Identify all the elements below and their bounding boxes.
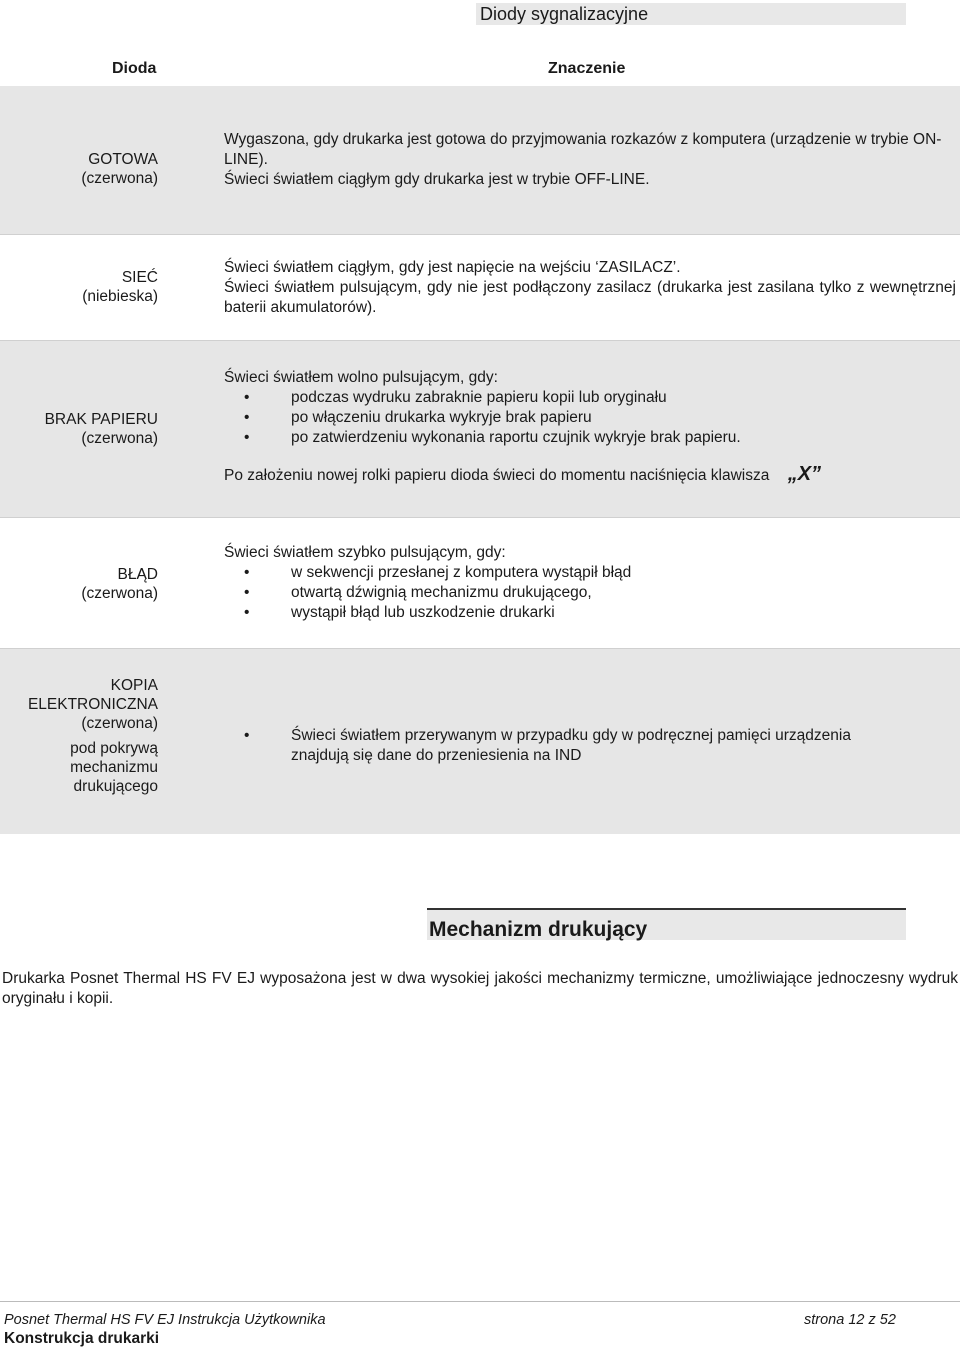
diode-meaning-brak-papieru [224,368,956,486]
meaning-line: Świeci światłem ciągłym gdy drukarka jest w trybie OFF-LINE. [224,171,650,188]
list-item-text: po włączeniu drukarka wykryje brak papieru [291,409,592,426]
diode-label-brak-papieru [0,410,158,448]
footer-divider [0,1301,960,1302]
section-heading-mechanizm: Mechanizm drukujący [427,908,906,940]
meaning-intro: Świeci światłem wolno pulsującym, gdy: [224,369,498,386]
footer-document-title: Posnet Thermal HS FV EJ Instrukcja Użytkownika [4,1312,326,1328]
list-item-text: Świeci światłem przerywanym w przypadku gdy w podręcznej pamięci urządzenia znajdują się dane do przeniesienia na IND [291,727,851,764]
diode-location: pod pokrywą [70,740,158,757]
list-item-text: otwartą dźwignią mechanizmu drukującego, [291,584,592,601]
diode-meaning-siec [224,258,956,318]
diode-location: drukującego [73,778,158,795]
diode-color: (niebieska) [82,288,158,305]
diode-label-siec [0,268,158,306]
bullet-icon: • [244,727,250,744]
footer-page-number: strona 12 z 52 [804,1312,896,1328]
row-divider [0,234,960,235]
column-header-znaczenie: Znaczenie [548,60,626,77]
row-divider [0,648,960,649]
list-item-text: podczas wydruku zabraknie papieru kopii lub oryginału [291,389,667,406]
note-text: Po założeniu nowej rolki papieru dioda świeci do momentu naciśnięcia klawisza [224,467,770,484]
bullet-icon: • [244,389,250,406]
mechanism-paragraph: Drukarka Posnet Thermal HS FV EJ wyposażona jest w dwa wysokiej jakości mechanizmy termiczne, umożliwiające jednoczesny wydruk oryginału i kopii. [2,970,958,1007]
meaning-line: Świeci światłem ciągłym, gdy jest napięcie na wejściu ‘ZASILACZ’. [224,259,681,276]
column-header-dioda: Dioda [112,60,157,77]
meaning-line: Świeci światłem pulsującym, gdy nie jest podłączony zasilacz (drukarka jest zasilana tylko z wewnętrznej baterii akumulatorów). [224,279,956,316]
table-row-siec [0,234,960,340]
footer-section-name: Konstrukcja drukarki [4,1330,160,1347]
list-item [224,388,956,408]
diode-name: GOTOWA [88,151,158,168]
diode-name: BŁĄD [117,566,158,583]
section-title: Diody sygnalizacyjne [476,3,906,25]
list-item-text: po zatwierdzeniu wykonania raportu czujnik wykryje brak papieru. [291,429,741,446]
bullet-icon: • [244,584,250,601]
bullet-icon: • [244,429,250,446]
diode-location: mechanizmu [70,759,158,776]
table-row-kopia-elektroniczna [0,648,960,834]
meaning-note [224,464,956,486]
diode-name: KOPIA [110,677,158,694]
meaning-intro: Świeci światłem szybko pulsującym, gdy: [224,544,506,561]
table-row-gotowa [0,86,960,234]
bullet-icon: • [244,564,250,581]
diode-label-gotowa [0,150,158,188]
diode-name: BRAK PAPIERU [44,411,158,428]
diode-color: (czerwona) [81,715,158,732]
bullet-icon: • [244,604,250,621]
list-item-text: wystąpił błąd lub uszkodzenie drukarki [291,604,555,621]
list-item [224,583,956,603]
diode-name: SIEĆ [121,269,158,286]
list-item [224,428,956,448]
diode-meaning-kopia-elektroniczna [224,726,944,766]
table-row-brak-papieru [0,340,960,517]
list-item-text: w sekwencji przesłanej z komputera wystąpił błąd [291,564,632,581]
row-divider [0,517,960,518]
diode-meaning-blad [224,543,956,623]
row-divider [0,340,960,341]
diode-meaning-gotowa [224,130,956,190]
table-row-blad [0,517,960,648]
list-item [224,563,956,583]
diode-label-blad [0,565,158,603]
bullet-icon: • [244,409,250,426]
diode-color: (czerwona) [81,170,158,187]
diode-name: ELEKTRONICZNA [27,696,158,713]
meaning-line: Wygaszona, gdy drukarka jest gotowa do przyjmowania rozkazów z komputera (urządzenie w trybie ON-LINE). [224,131,942,168]
list-item [224,408,956,428]
key-label: „X” [787,463,822,485]
list-item [224,603,956,623]
diode-color: (czerwona) [81,430,158,447]
list-item [224,726,944,766]
diode-color: (czerwona) [81,585,158,602]
diode-label-kopia-elektroniczna [0,676,158,796]
